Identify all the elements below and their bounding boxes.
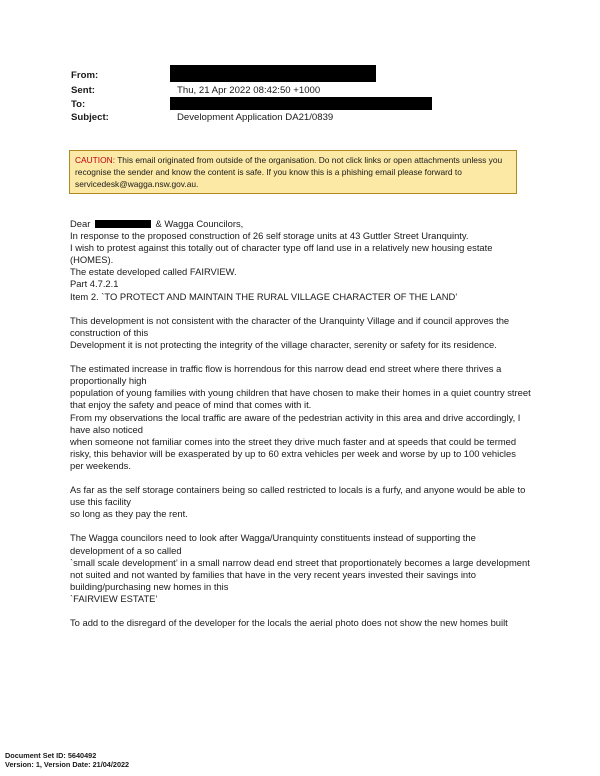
paragraph-gap (70, 351, 532, 363)
document-set-id: Document Set ID: 5640492 (5, 751, 97, 760)
body-line: To add to the disregard of the developer for the locals the aerial photo does not show the new homes built (70, 617, 508, 629)
subject-value: Development Application DA21/0839 (177, 112, 334, 123)
document-footer (5, 751, 129, 770)
body-line: The Wagga councilors need to look after Wagga/Uranquinty constituents instead of supporting the development of a so called (70, 532, 476, 556)
body-line: In response to the proposed construction of 26 self storage units at 43 Guttler Street Uranquinty. (70, 230, 469, 242)
body-line: The estimated increase in traffic flow is horrendous for this narrow dead end street where there thrives a proportionally high (70, 363, 502, 387)
name-redaction (95, 220, 151, 228)
paragraph-gap (70, 303, 532, 315)
salutation-start: Dear (70, 218, 93, 229)
body-line: Part 4.7.2.1 (70, 278, 119, 290)
body-line: `small scale development’ in a small narrow dead end street that proportionately becomes a large development not suited and not wanted by families that have in the very recent years invested their savings into building/purchasing new homes in this (70, 556, 530, 592)
paragraph-gap (70, 605, 532, 617)
body-line: From my observations the local traffic are aware of the pedestrian activity in this area and drive accordingly, I have also noticed (70, 411, 521, 435)
subject-label: Subject: (71, 112, 109, 123)
body-line: so long as they pay the rent. (70, 508, 188, 520)
to-label: To: (71, 99, 86, 110)
body-line: I wish to protest against this totally out of character type off land use in a relatively new housing estate (HOMES). (70, 242, 493, 266)
body-line: Development it is not protecting the integrity of the village character, serenity or safety for its residence. (70, 338, 497, 350)
caution-banner (69, 150, 517, 194)
caution-text: This email originated from outside of the organisation. Do not click links or open attachments unless you recognise the sender and know the content is safe. If you know this is a phishing email please forward to servicedesk@wagga.nsw.gov.au. (75, 155, 503, 189)
salutation (70, 218, 532, 230)
body-line: Item 2. `TO PROTECT AND MAINTAIN THE RURAL VILLAGE CHARACTER OF THE LAND’ (70, 290, 458, 302)
to-redaction (170, 97, 432, 110)
paragraph-gap (70, 520, 532, 532)
body-line: when someone not familiar comes into the street they drive much faster and at speeds that could be termed risky, this behavior will be exasperated by up to 60 extra vehicles per week and worse by up to 100 vehicles per weekends. (70, 435, 517, 471)
email-body (70, 218, 532, 629)
body-line: As far as the self storage containers being so called restricted to locals is a furfy, and anyone would be able to use this facility (70, 484, 526, 508)
body-line: This development is not consistent with the character of the Uranquinty Village and if council approves the construction of this (70, 314, 510, 338)
body-line: The estate developed called FAIRVIEW. (70, 266, 237, 278)
body-paragraphs (70, 230, 532, 629)
sent-value: Thu, 21 Apr 2022 08:42:50 +1000 (177, 85, 321, 96)
version-info: Version: 1, Version Date: 21/04/2022 (5, 760, 130, 770)
body-line: `FAIRVIEW ESTATE’ (70, 592, 158, 604)
body-line: population of young families with young children that have chosen to make their homes in a quiet country street that enjoy the safety and peace of mind that comes with it. (70, 387, 531, 411)
caution-label: CAUTION: (75, 155, 116, 165)
from-label: From: (71, 70, 99, 81)
sent-label: Sent: (71, 85, 95, 96)
paragraph-gap (70, 472, 532, 484)
from-redaction (170, 65, 376, 82)
salutation-end: & Wagga Councilors, (152, 218, 244, 229)
